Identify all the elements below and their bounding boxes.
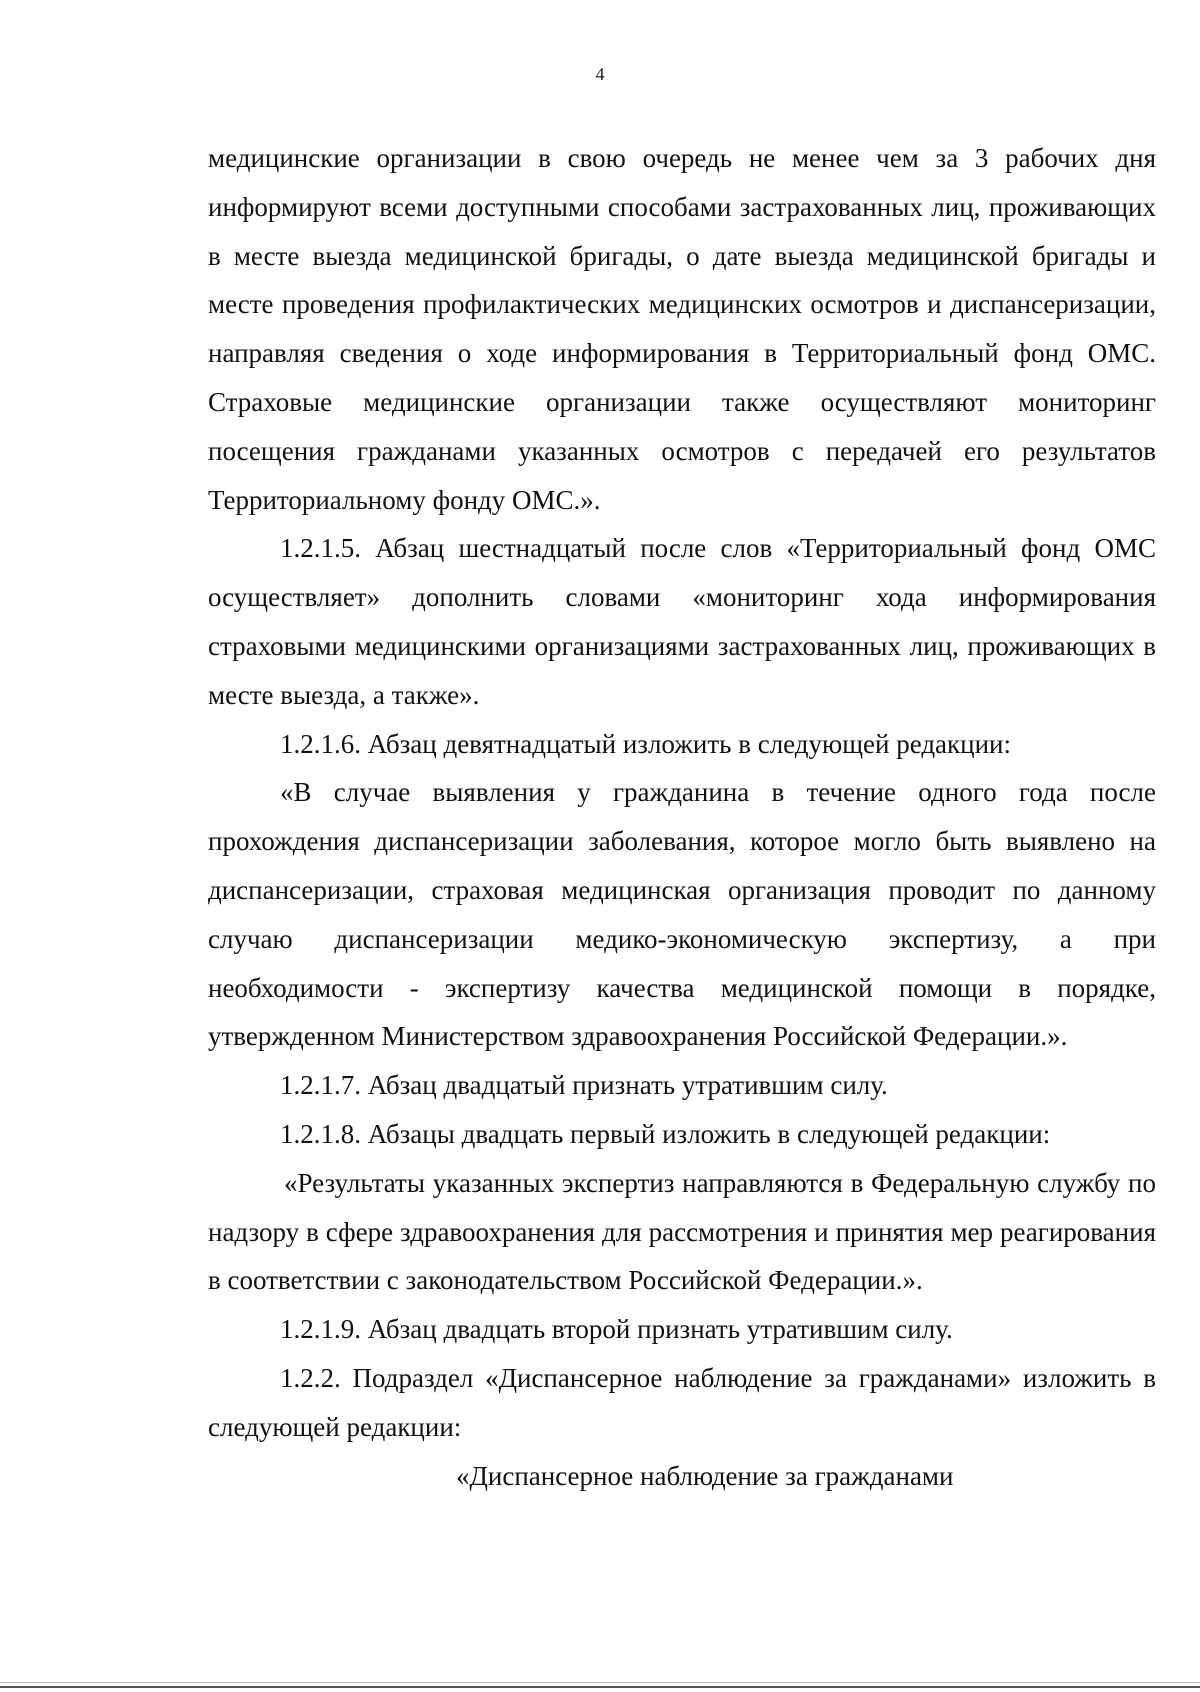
paragraph-1-2-1-6: 1.2.1.6. Абзац девятнадцатый изложить в следующей редакции: [280, 728, 1012, 759]
paragraph-quote-dispanserization: «В случае выявления у гражданина в течение одного года после прохождения диспансеризации заболевания, которое могло быть выявлено на диспансеризации, страховая медицинская организация проводит по данному случаю диспансеризации медико-экономическую экспертизу, а при необходимости - экспертизу качества медицинской помощи в порядке, утвержденном Министерством здравоохранения Российской Федерации.». [208, 777, 1156, 1052]
paragraph-1-2-1-8: 1.2.1.8. Абзацы двадцать первый изложить в следующей редакции: [280, 1118, 1051, 1149]
paragraph-1-2-1-7: 1.2.1.7. Абзац двадцатый признать утратившим силу. [280, 1070, 888, 1101]
paragraph-quote-results: «Результаты указанных экспертиз направляются в Федеральную службу по надзору в сфере здравоохранения для рассмотрения и принятия мер реагирования в соответствии с законодательством Российской Федерации.». [208, 1167, 1156, 1296]
paragraph-1-2-1-9: 1.2.1.9. Абзац двадцать второй признать утратившим силу. [280, 1314, 953, 1345]
page-number: 4 [595, 64, 605, 84]
paragraph-continuation: медицинские организации в свою очередь не менее чем за 3 рабочих дня информируют всеми доступными способами застрахованных лиц, проживающих в месте выезда медицинской бригады, о дате выезда медицинской бригады и месте проведения профилактических медицинских осмотров и диспансеризации, направляя сведения о ходе информирования в Территориальный фонд ОМС. Страховые медицинские организации также осуществляют мониторинг посещения гражданами указанных осмотров с передачей его результатов Территориальному фонду ОМС.». [208, 143, 1156, 515]
document-body [208, 134, 1156, 1500]
paragraph-1-2-1-5: 1.2.1.5. Абзац шестнадцатый после слов «Территориальный фонд ОМС осуществляет» дополнить словами «мониторинг хода информирования страховыми медицинскими организациями застрахованных лиц, проживающих в месте выезда, а также». [208, 533, 1156, 710]
scan-edge-line-light [0, 1682, 1200, 1683]
paragraph-1-2-2: 1.2.2. Подраздел «Диспансерное наблюдение за гражданами» изложить в следующей редакции: [208, 1362, 1156, 1442]
section-heading: «Диспансерное наблюдение за гражданами [456, 1460, 954, 1491]
scan-edge-line [0, 1686, 1200, 1688]
